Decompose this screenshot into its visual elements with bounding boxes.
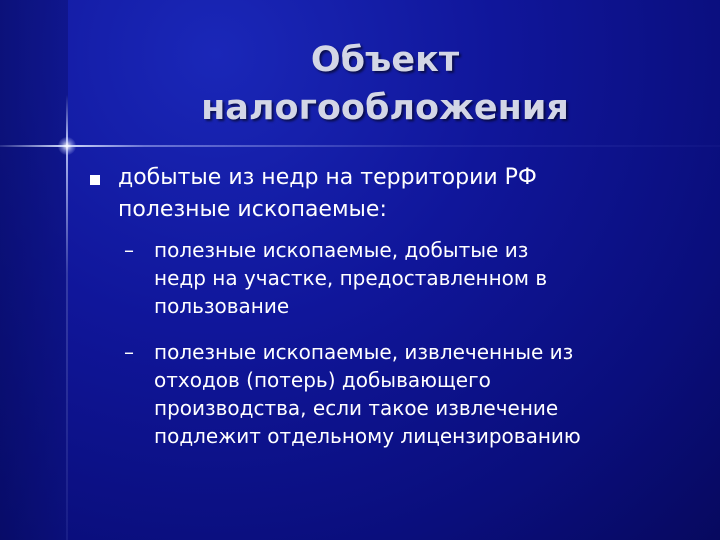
sub-item-1-line-3: пользование: [154, 294, 290, 318]
sparkle-star-icon: [58, 137, 76, 155]
title-line-1: Объект: [310, 40, 460, 80]
bullet-text: [118, 162, 678, 226]
sub-item-2-line-1: полезные ископаемые, извлеченные из: [154, 340, 574, 364]
dash-bullet: –: [124, 238, 134, 262]
sub-item-2-line-3: производства, если такое извлечение: [154, 396, 559, 420]
sparkle-horizontal-line: [0, 145, 720, 147]
sub-item-2-line-2: отходов (потерь) добывающего: [154, 368, 491, 392]
bullet-line-1: добытые из недр на территории РФ: [118, 165, 537, 190]
title-line-2: налогообложения: [201, 88, 569, 128]
sub-item-1-text: [154, 236, 694, 320]
slide-title: [150, 36, 620, 132]
sub-item-2-line-4: подлежит отдельному лицензированию: [154, 424, 581, 448]
square-bullet-icon: [90, 175, 100, 185]
bullet-line-2: полезные ископаемые:: [118, 197, 387, 222]
sub-item-1-line-1: полезные ископаемые, добытые из: [154, 238, 529, 262]
left-decorative-band: [0, 0, 68, 540]
dash-bullet: –: [124, 340, 134, 364]
sub-item-2-text: [154, 338, 694, 450]
sub-item-1-line-2: недр на участке, предоставленном в: [154, 266, 548, 290]
sparkle-vertical-line: [66, 95, 68, 540]
